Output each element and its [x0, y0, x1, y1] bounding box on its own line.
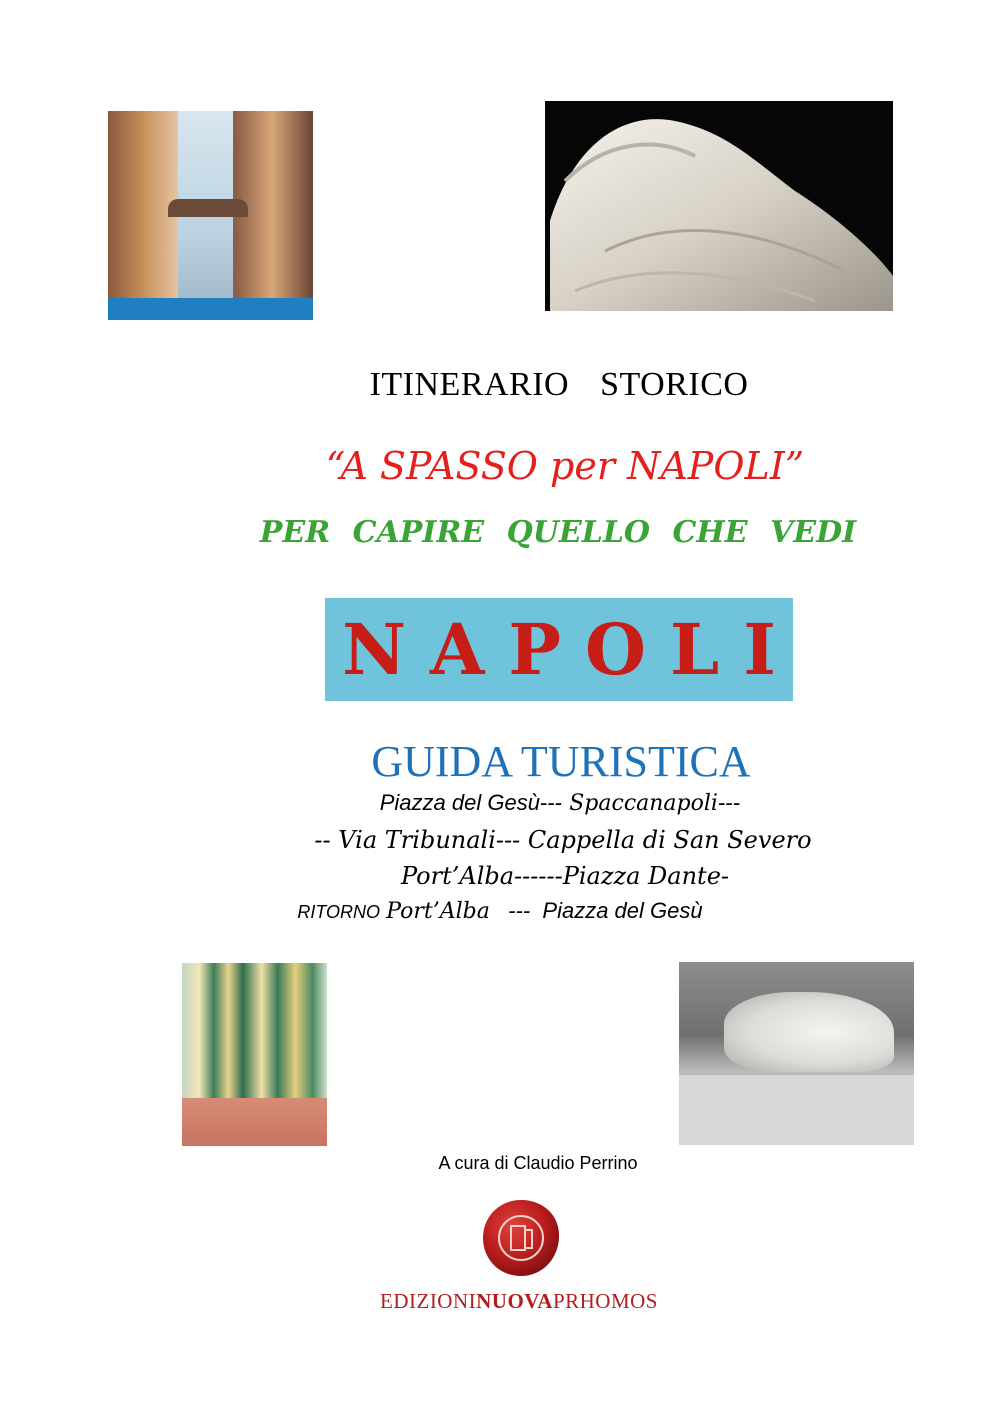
guide-title: GUIDA TURISTICA — [371, 737, 751, 786]
route-stop: Piazza del Gesù — [542, 898, 703, 923]
city-banner — [325, 598, 800, 701]
publisher-part: NUOVA — [476, 1289, 553, 1313]
city-banner-text: NAPOLI — [342, 608, 800, 691]
wax-seal-logo — [480, 1198, 562, 1278]
route-stop: Piazza del Gesù — [379, 790, 540, 815]
narrow-street-photo — [108, 111, 313, 320]
veiled-christ-sculpture-photo — [545, 101, 893, 311]
cover-heading: ITINERARIO STORICO — [369, 366, 749, 403]
route-line-2: -- Via Tribunali--- Cappella di San Severo — [314, 826, 812, 854]
majolica-cloister-photo — [182, 963, 327, 1146]
cover-subtitle: “A SPASSO per NAPOLI” — [325, 444, 805, 488]
route-stop: Port’Alba — [386, 899, 490, 924]
route-separator: --- — [508, 898, 531, 923]
publisher-part: PRHOMOS — [552, 1289, 658, 1313]
route-line-3: Port’Alba------Piazza Dante- — [400, 862, 730, 890]
route-line-4 — [0, 898, 1000, 924]
publisher-name — [0, 1289, 1000, 1314]
curator-credit: A cura di Claudio Perrino — [438, 1153, 638, 1173]
cover-tagline: PER CAPIRE QUELLO CHE VEDI — [259, 515, 857, 550]
route-line-1 — [0, 790, 1000, 816]
route-return-label: RITORNO — [297, 902, 381, 922]
publisher-part: EDIZIONI — [380, 1289, 477, 1313]
route-stop: --- Spaccanapoli--- — [539, 791, 741, 816]
nile-statue-photo — [679, 962, 914, 1145]
